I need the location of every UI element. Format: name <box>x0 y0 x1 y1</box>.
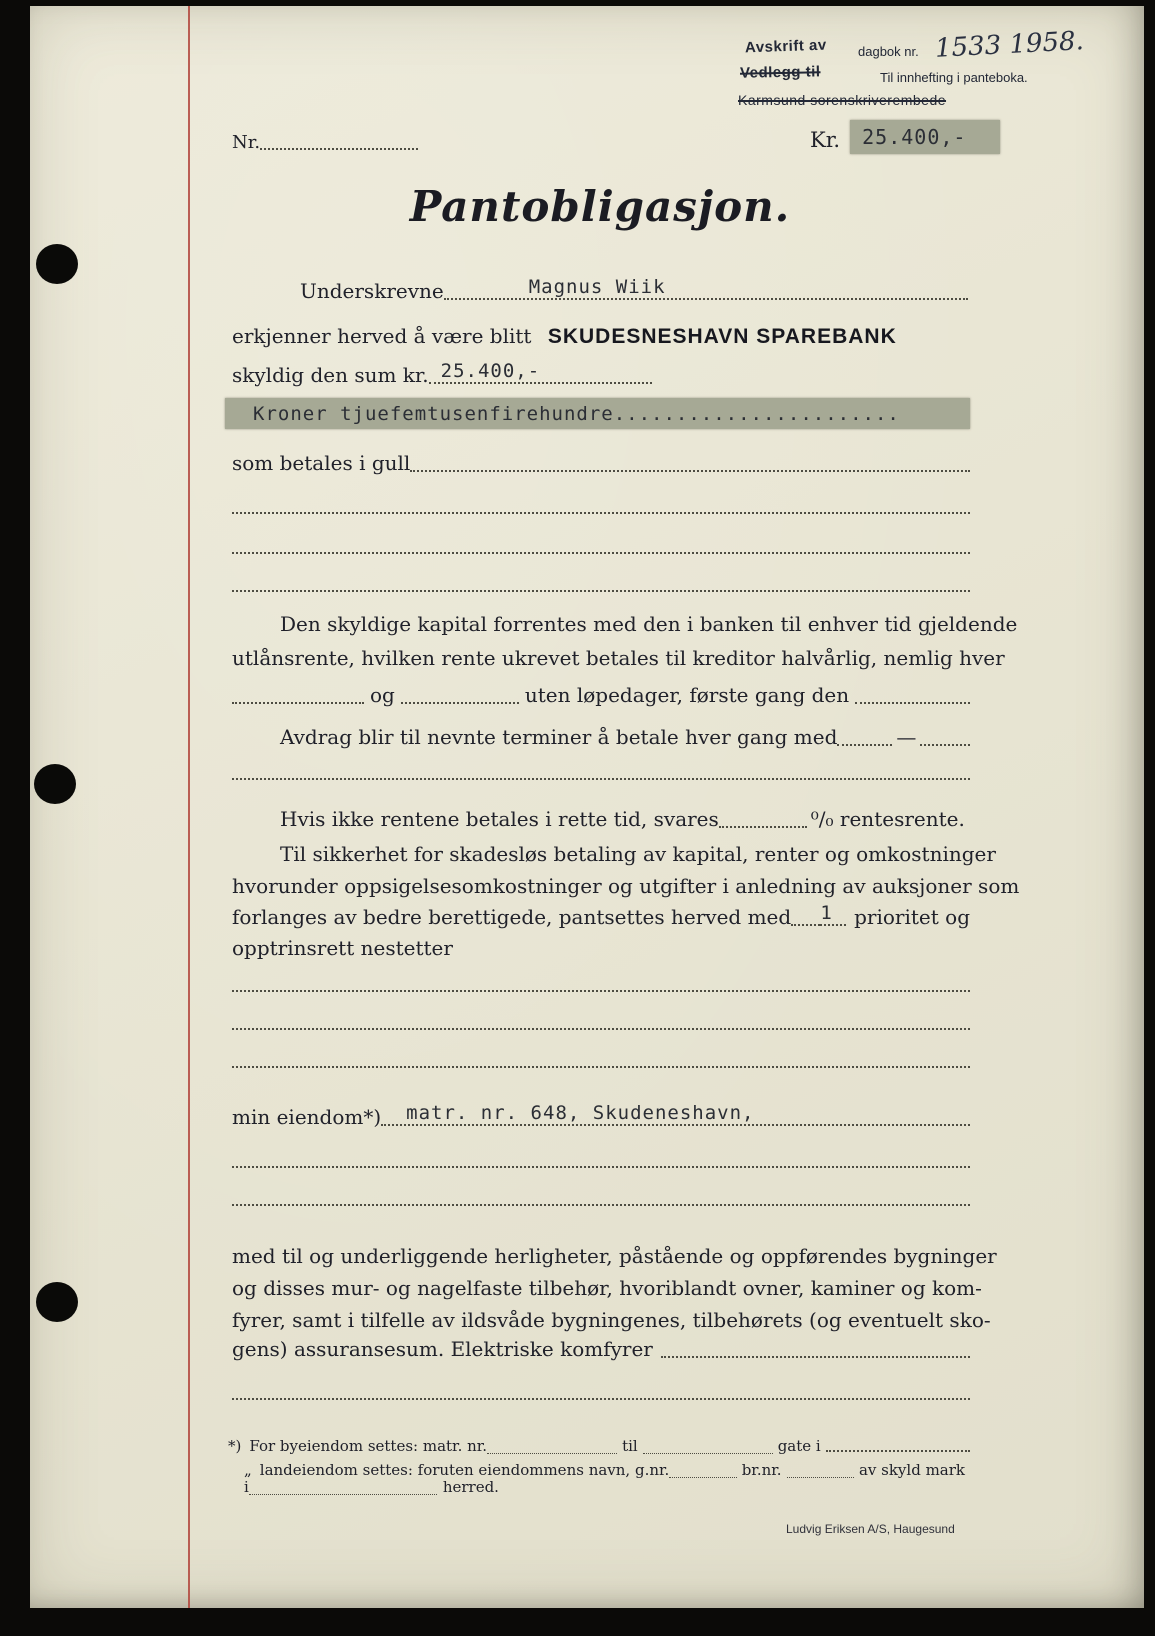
footnote-blank-3 <box>826 1430 970 1452</box>
security-paragraph-line-3 <box>232 904 970 931</box>
appurtenances-line-1: med til og underliggende herligheter, påstående og oppførendes bygninger <box>232 1244 997 1268</box>
footnote-landeiendom-text: landeiendom settes: foruten eiendommens navn, g.nr. <box>259 1461 670 1480</box>
footnote-til-label: til <box>622 1437 638 1456</box>
og-label: og <box>370 683 395 707</box>
prioritet-number-typed: 1 <box>820 902 833 924</box>
footnote-star: *) <box>228 1437 242 1456</box>
footnote-brnr-label: br.nr. <box>741 1461 782 1480</box>
komfyrer-text: gens) assuransesum. Elektriske komfyrer <box>232 1337 653 1361</box>
terminer-field <box>232 682 970 709</box>
security-paragraph-line-2: hvorunder oppsigelsesomkostninger og utgifter i anledning av auksjoner som <box>232 874 1020 898</box>
footnote-byeiendom-text: For byeiendom settes: matr. nr. <box>249 1437 488 1456</box>
blank-rule-1 <box>232 512 970 514</box>
avdrag-dash-value: — <box>896 725 917 749</box>
security-paragraph-line-1: Til sikkerhet for skadesløs betaling av kapital, renter og omkostninger <box>280 842 996 866</box>
avdrag-field <box>280 724 970 751</box>
skyldig-label: skyldig den sum kr. <box>232 363 429 387</box>
nr-label: Nr. <box>232 131 261 153</box>
avdrag-blank-1 <box>837 724 892 746</box>
footnote-line-1 <box>228 1430 970 1457</box>
som-betales-blank-line <box>410 450 970 472</box>
prioritet-blank-1 <box>791 904 820 926</box>
document-title: Pantobligasjon. <box>409 182 791 231</box>
punch-hole-top <box>36 244 78 284</box>
property-field <box>232 1104 970 1131</box>
avskrift-stamp-text: Avskrift av <box>744 36 827 57</box>
hvis-text: Hvis ikke rentene betales i rette tid, svares <box>280 807 719 831</box>
underskrevne-blank-line <box>444 278 968 300</box>
blank-rule-2 <box>232 552 970 554</box>
footnote-blank-1 <box>487 1439 617 1454</box>
appurtenances-line-2: og disses mur- og nagelfaste tilbehør, hvoriblandt ovner, kaminer og kom- <box>232 1276 982 1300</box>
innhefting-label: Til innhefting i panteboka. <box>880 70 1028 85</box>
punch-hole-middle <box>34 764 76 804</box>
printer-credit: Ludvig Eriksen A/S, Haugesund <box>786 1522 955 1536</box>
amount-typed: 25.400,- <box>440 360 541 382</box>
blank-rule-10 <box>232 1398 970 1400</box>
terminer-blank-1 <box>232 682 364 704</box>
avdrag-text: Avdrag blir til nevnte terminer å betale hver gang med <box>280 725 838 749</box>
nr-blank-line <box>260 128 418 150</box>
erkjenner-text: erkjenner herved å være blitt <box>232 324 532 348</box>
appurtenances-line-4 <box>232 1336 970 1363</box>
footnote-quote-mark: „ <box>244 1461 252 1480</box>
nr-field <box>232 128 432 155</box>
blank-rule-7 <box>232 1066 970 1068</box>
punch-hole-bottom <box>36 1282 78 1322</box>
rentesrente-text: ⁰/₀ rentesrente. <box>810 807 965 831</box>
blank-rule-4 <box>232 778 970 780</box>
kr-value-highlight <box>850 120 1000 154</box>
rentesrente-blank <box>719 806 807 828</box>
kr-field <box>810 120 1000 154</box>
som-betales-label: som betales i gull <box>232 451 411 475</box>
terminer-blank-3 <box>855 682 970 704</box>
kr-value: 25.400,- <box>862 124 967 149</box>
footnote-line-3 <box>244 1478 499 1498</box>
kroner-words-highlight <box>225 398 970 429</box>
property-id-typed: matr. nr. 648, Skudeneshavn, <box>406 1102 755 1124</box>
uten-lopedager-text: uten løpedager, første gang den <box>524 683 850 707</box>
kr-label: Kr. <box>810 127 841 152</box>
blank-rule-9 <box>232 1204 970 1206</box>
blank-rule-6 <box>232 1028 970 1030</box>
footnote-blank-2 <box>643 1439 773 1454</box>
underskrevne-field <box>300 278 968 305</box>
kroner-words-typed: Kroner tjuefemtusenfirehundre....................... <box>253 402 900 425</box>
footnote-i-label: i <box>244 1478 249 1496</box>
interest-paragraph-line-1: Den skyldige kapital forrentes med den i banken til enhver tid gjeldende <box>280 612 1018 636</box>
dagbok-number-handwritten: 1533 1958. <box>934 26 1085 64</box>
skyldig-blank-line <box>429 362 652 384</box>
komfyrer-blank-line <box>661 1336 970 1358</box>
bank-name: SKUDESNESHAVN SPAREBANK <box>547 325 897 348</box>
debtor-name-typed: Magnus Wiik <box>528 276 666 298</box>
footnote-gate-label: gate i <box>777 1437 821 1456</box>
erkjenner-line <box>232 324 897 350</box>
prioritet-text: prioritet og <box>854 905 970 929</box>
som-betales-field <box>232 450 970 477</box>
pantsettes-text: forlanges av bedre berettigede, pantsettes herved med <box>232 905 792 929</box>
avdrag-blank-2 <box>920 724 970 746</box>
eiendom-blank-line <box>381 1104 970 1126</box>
skyldig-field <box>232 362 652 389</box>
security-paragraph-line-4: opptrinsrett nestetter <box>232 936 453 960</box>
footnote-skyld-label: av skyld mark <box>858 1461 965 1480</box>
document-paper <box>30 6 1144 1608</box>
vedlegg-stamp-text: Vedlegg til <box>739 63 821 82</box>
footnote-line-2 <box>244 1454 970 1481</box>
eiendom-label: min eiendom*) <box>232 1105 382 1129</box>
registry-stamp <box>730 28 1100 118</box>
margin-rule-line <box>188 6 190 1608</box>
rentesrente-field <box>280 806 965 833</box>
blank-rule-5 <box>232 990 970 992</box>
prioritet-value-blank <box>820 904 846 926</box>
interest-paragraph-line-2: utlånsrente, hvilken rente ukrevet betales til kreditor halvårlig, nemlig hver <box>232 646 1005 670</box>
appurtenances-line-3: fyrer, samt i tilfelle av ildsvåde bygningenes, tilbehørets (og eventuelt sko- <box>232 1308 991 1332</box>
footnote-herred-label: herred. <box>442 1478 499 1496</box>
blank-rule-3 <box>232 590 970 592</box>
underskrevne-label: Underskrevne <box>300 279 444 303</box>
footnote-blank-4 <box>669 1463 736 1478</box>
terminer-blank-2 <box>401 682 519 704</box>
dagbok-label: dagbok nr. <box>858 44 919 59</box>
footnote-blank-5 <box>787 1463 854 1478</box>
footnote-blank-7 <box>249 1480 437 1495</box>
blank-rule-8 <box>232 1166 970 1168</box>
court-office-name: Karmsund sorenskriverembede <box>738 92 947 108</box>
